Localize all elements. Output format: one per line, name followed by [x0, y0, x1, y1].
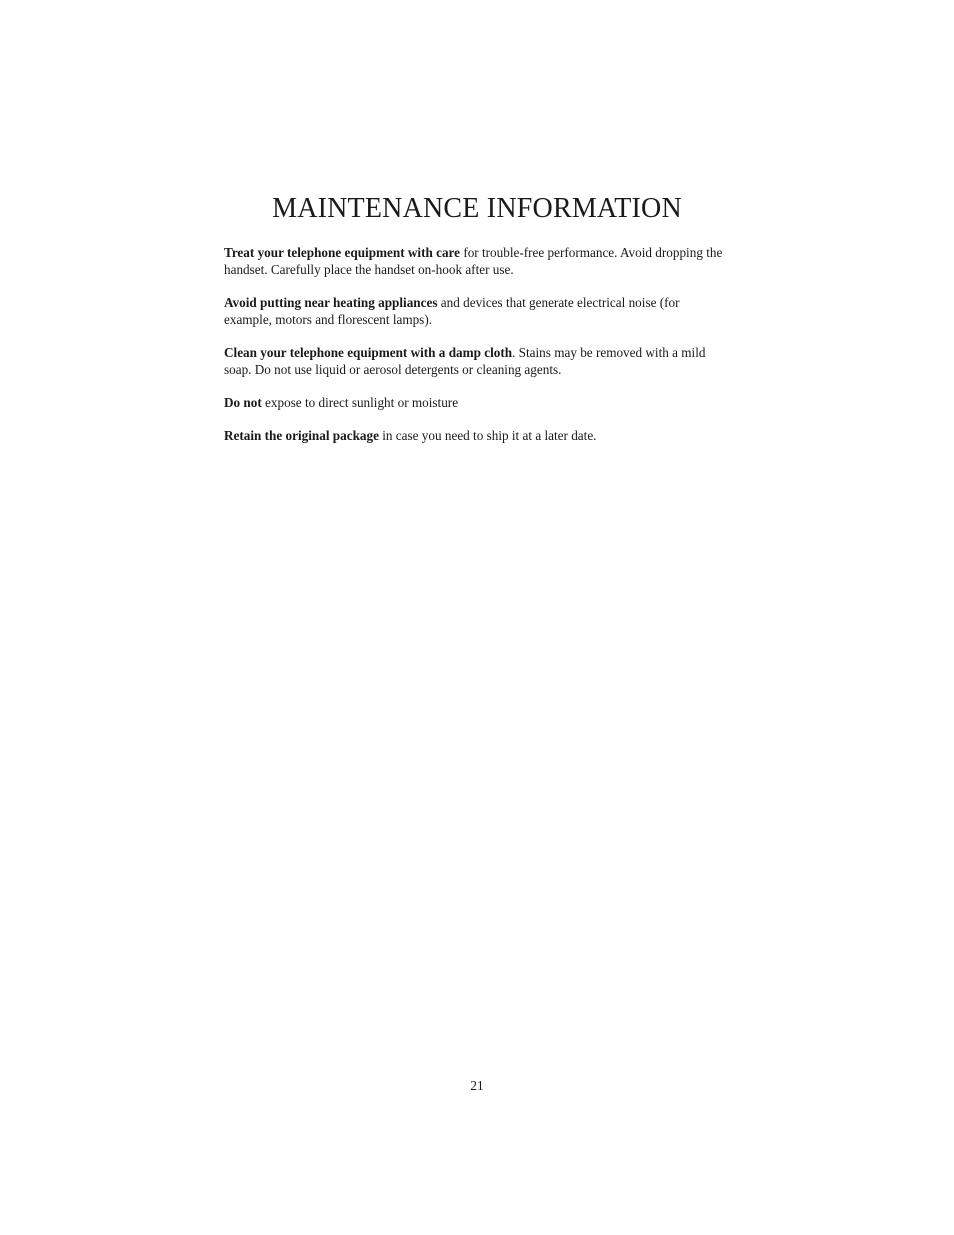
paragraph-body: expose to direct sunlight or moisture [261, 395, 459, 410]
page-title: MAINTENANCE INFORMATION [272, 193, 682, 224]
paragraph-body: for trouble-free performance. Avoid dropping the handset. Carefully place the handset on-hook after use. [224, 245, 723, 277]
paragraph-heading: Treat your telephone equipment with care [224, 245, 461, 260]
paragraph-heading: Retain the original package [224, 428, 379, 443]
paragraph-body: . Stains may be removed with a mild soap. Do not use liquid or aerosol detergents or cleaning agents. [224, 345, 706, 377]
paragraph-care [224, 244, 724, 278]
page-number: 21 [470, 1078, 484, 1093]
paragraph-body: in case you need to ship it at a later date. [378, 428, 597, 443]
paragraph-heading: Clean your telephone equipment with a damp cloth [224, 345, 513, 360]
paragraph-heading: Avoid putting near heating appliances [224, 295, 438, 310]
paragraph-heading: Do not [224, 395, 262, 410]
paragraph-sunlight [224, 394, 724, 411]
paragraph-package [224, 427, 724, 444]
paragraph-body: and devices that generate electrical noise (for example, motors and florescent lamps). [224, 295, 680, 327]
paragraph-cleaning [224, 344, 724, 378]
paragraph-heating [224, 294, 724, 328]
maintenance-content [224, 244, 724, 460]
